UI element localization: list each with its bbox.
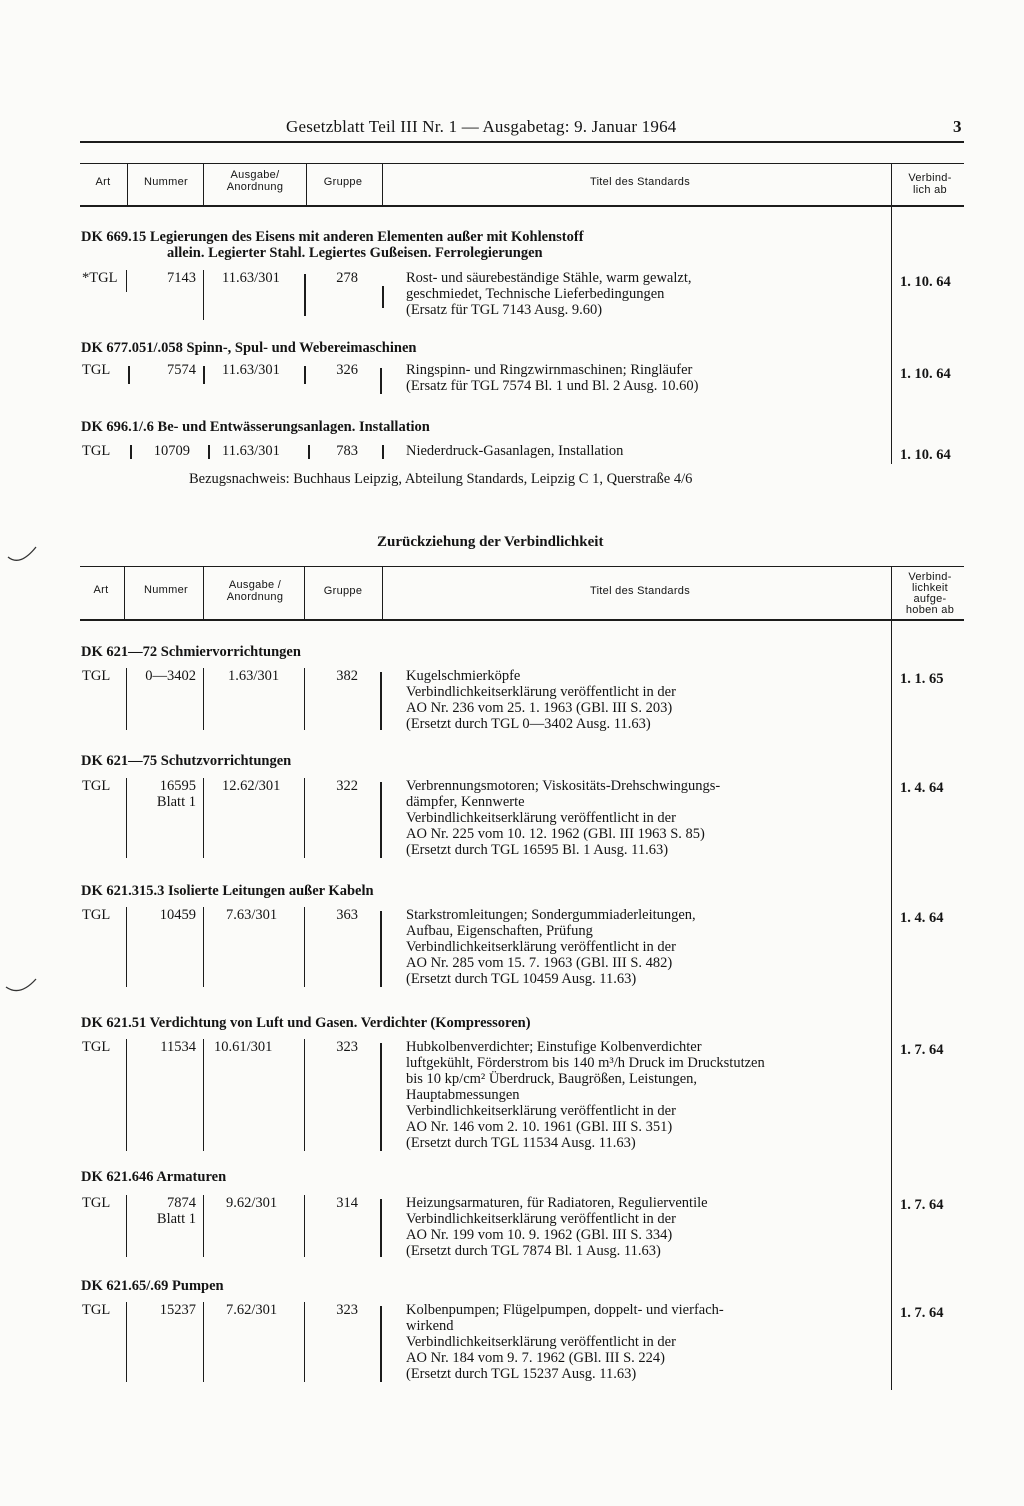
page-number: 3 <box>953 117 962 136</box>
title-line: bis 10 kp/cm² Überdruck, Baugrößen, Leistungen, <box>406 1071 698 1087</box>
cell-art: TGL <box>82 1302 111 1318</box>
cell-nummer: 0—3402 <box>145 668 196 684</box>
cell-ausgabe: 1.63/301 <box>228 668 280 684</box>
title-line: Verbindlichkeitserklärung veröffentlicht in der <box>406 1103 676 1119</box>
table1-header-top-rule <box>80 163 964 164</box>
nummer-line: 7874 <box>167 1195 196 1211</box>
section-heading: DK 669.15 Legierungen des Eisens mit anderen Elementen außer mit Kohlenstoff <box>81 229 584 245</box>
section-heading: DK 621.315.3 Isolierte Leitungen außer Kabeln <box>81 883 374 899</box>
row-divider <box>203 366 205 384</box>
col-verbindlich-line2: lich ab <box>913 184 947 196</box>
cell-aufgehoben-ab: 1. 4. 64 <box>900 910 944 926</box>
row-divider <box>126 668 127 730</box>
col-verbindlich-line1: Verbind- <box>908 172 952 184</box>
cell-gruppe: 326 <box>336 362 358 378</box>
cell-nummer: 10709 <box>153 443 190 459</box>
section-heading: DK 621—72 Schmiervorrichtungen <box>81 644 301 660</box>
section-heading: DK 621—75 Schutzvorrichtungen <box>81 753 292 769</box>
col-divider <box>203 164 204 206</box>
title-line: Kolbenpumpen; Flügelpumpen, doppelt- und vierfach- <box>406 1302 724 1318</box>
nummer-line: Blatt 1 <box>156 1211 196 1227</box>
title-line: AO Nr. 199 vom 10. 9. 1962 (GBl. III S. 334) <box>406 1227 673 1243</box>
title-line: AO Nr. 225 vom 10. 12. 1962 (GBl. III 1963 S. 85) <box>406 826 705 842</box>
cell-titel <box>406 668 676 732</box>
cell-aufgehoben-ab: 1. 7. 64 <box>900 1305 944 1321</box>
title-line: Niederdruck-Gasanlagen, Installation <box>406 443 624 459</box>
cell-verbindlich-ab: 1. 10. 64 <box>900 366 951 382</box>
title-line: AO Nr. 146 vom 2. 10. 1961 (GBl. III S. 351) <box>406 1119 673 1135</box>
nummer-line: 16595 <box>159 778 196 794</box>
cell-art: TGL <box>82 443 111 459</box>
row-divider <box>126 907 127 987</box>
col-aufgehoben-line1: Verbind- <box>908 571 952 583</box>
title-line: Aufbau, Eigenschaften, Prüfung <box>406 923 593 939</box>
row-divider <box>128 366 130 384</box>
title-line: Verbindlichkeitserklärung veröffentlicht in der <box>406 684 676 700</box>
row-divider <box>382 445 384 459</box>
cell-gruppe: 382 <box>336 668 358 684</box>
title-line: AO Nr. 285 vom 15. 7. 1963 (GBl. III S. 482) <box>406 955 673 971</box>
title-line: (Ersatz für TGL 7574 Bl. 1 und Bl. 2 Ausg. 10.60) <box>406 378 699 394</box>
row-divider <box>203 1039 204 1151</box>
title-line: Verbindlichkeitserklärung veröffentlicht in der <box>406 1211 676 1227</box>
title-line: Heizungsarmaturen, für Radiatoren, Regulierventile <box>406 1195 708 1211</box>
cell-ausgabe: 11.63/301 <box>222 362 280 378</box>
row-divider <box>203 907 204 987</box>
col-nummer: Nummer <box>144 584 188 596</box>
cell-aufgehoben-ab: 1. 7. 64 <box>900 1197 944 1213</box>
row-divider <box>203 270 204 320</box>
title-line: (Ersetzt durch TGL 16595 Bl. 1 Ausg. 11.63) <box>406 842 669 858</box>
row-divider <box>304 778 305 858</box>
col-aufgehoben-line4: hoben ab <box>905 604 955 616</box>
title-line: AO Nr. 236 vom 25. 1. 1963 (GBl. III S. 203) <box>406 700 673 716</box>
cell-nummer: 11534 <box>160 1039 196 1055</box>
col-ausgabe-line1: Ausgabe/ <box>230 169 280 181</box>
row-divider <box>382 286 384 308</box>
col-art: Art <box>95 176 111 188</box>
row-divider <box>126 1195 127 1257</box>
col-titel: Titel des Standards <box>589 585 691 597</box>
table2-header-bottom-rule <box>80 619 964 621</box>
title-line: (Ersetzt durch TGL 11534 Ausg. 11.63) <box>406 1135 636 1151</box>
section-heading: DK 621.51 Verdichtung von Luft und Gasen. Verdichter (Kompressoren) <box>81 1015 531 1031</box>
col-aufgehoben-line3: aufge- <box>913 593 947 605</box>
cell-titel <box>406 1039 765 1151</box>
col-divider <box>127 164 128 206</box>
cell-art: TGL <box>82 668 111 684</box>
cell-ausgabe: 11.63/301 <box>222 443 280 459</box>
col-divider <box>304 567 305 620</box>
title-line: (Ersatz für TGL 7143 Ausg. 9.60) <box>406 302 603 318</box>
col-ausgabe-line1: Ausgabe / <box>228 579 282 591</box>
col-divider <box>382 567 383 620</box>
row-divider <box>304 668 305 730</box>
table2-header-top-rule <box>80 566 964 567</box>
col-aufgehoben-line2: lichkeit <box>911 582 949 594</box>
col-divider <box>891 164 892 206</box>
cell-nummer: 10459 <box>159 907 196 923</box>
row-divider <box>126 270 127 292</box>
title-line: (Ersetzt durch TGL 15237 Ausg. 11.63) <box>406 1366 637 1382</box>
title-line: Rost- und säurebeständige Stähle, warm gewalzt, <box>406 270 692 286</box>
cell-ausgabe: 7.63/301 <box>226 907 278 923</box>
row-divider <box>304 907 305 987</box>
cell-titel <box>406 778 720 858</box>
margin-pencil-mark <box>4 975 38 999</box>
title-line: Verbrennungsmotoren; Viskositäts-Drehschwingungs- <box>406 778 721 794</box>
row-divider <box>380 1199 382 1257</box>
cell-titel <box>406 362 698 394</box>
title-line: Ringspinn- und Ringzwirnmaschinen; Ringläufer <box>406 362 693 378</box>
cell-verbindlich-ab: 1. 10. 64 <box>900 274 951 290</box>
cell-titel <box>406 1195 708 1259</box>
bezugsnachweis: Bezugsnachweis: Buchhaus Leipzig, Abteilung Standards, Leipzig C 1, Querstraße 4/6 <box>189 471 693 487</box>
withdrawal-heading: Zurückziehung der Verbindlichkeit <box>377 534 604 550</box>
section-heading: DK 677.051/.058 Spinn-, Spul- und Webereimaschinen <box>81 340 417 356</box>
section-heading-line2: allein. Legierter Stahl. Legiertes Gußeisen. Ferrolegierungen <box>167 245 543 261</box>
table1-header-bottom-rule <box>80 205 964 207</box>
date-column-divider <box>891 206 892 464</box>
cell-gruppe: 278 <box>336 270 358 286</box>
cell-ausgabe: 12.62/301 <box>222 778 281 794</box>
title-line: Starkstromleitungen; Sondergummiaderleitungen, <box>406 907 696 923</box>
cell-titel <box>406 1302 724 1382</box>
title-line: Kugelschmierköpfe <box>406 668 521 684</box>
row-divider <box>304 1302 305 1382</box>
title-line: wirkend <box>406 1318 454 1334</box>
cell-ausgabe: 9.62/301 <box>226 1195 278 1211</box>
cell-art: TGL <box>82 907 111 923</box>
row-divider <box>304 1039 305 1151</box>
cell-nummer: 15237 <box>159 1302 196 1318</box>
page-header-title: Gesetzblatt Teil III Nr. 1 — Ausgabetag: 9. Januar 1964 <box>286 117 677 136</box>
cell-titel <box>406 907 696 987</box>
col-gruppe: Gruppe <box>323 176 363 188</box>
cell-aufgehoben-ab: 1. 4. 64 <box>900 780 944 796</box>
row-divider <box>308 445 310 459</box>
row-divider <box>203 1302 204 1382</box>
cell-art: TGL <box>82 778 111 794</box>
row-divider <box>126 1302 127 1382</box>
title-line: (Ersetzt durch TGL 10459 Ausg. 11.63) <box>406 971 637 987</box>
row-divider <box>304 274 306 316</box>
row-divider <box>380 782 382 858</box>
header-rule <box>80 141 964 143</box>
col-divider <box>203 567 204 620</box>
section-heading: DK 621.65/.69 Pumpen <box>81 1278 224 1294</box>
section-heading: DK 621.646 Armaturen <box>81 1169 227 1185</box>
col-art: Art <box>93 584 109 596</box>
cell-nummer <box>126 778 196 810</box>
cell-gruppe: 314 <box>336 1195 358 1211</box>
title-line: Verbindlichkeitserklärung veröffentlicht in der <box>406 1334 676 1350</box>
title-line: Verbindlichkeitserklärung veröffentlicht in der <box>406 939 676 955</box>
title-line: AO Nr. 184 vom 9. 7. 1962 (GBl. III S. 224) <box>406 1350 665 1366</box>
cell-gruppe: 323 <box>336 1039 358 1055</box>
col-divider <box>382 164 383 206</box>
row-divider <box>203 1195 204 1257</box>
col-divider <box>124 567 125 620</box>
cell-ausgabe: 7.62/301 <box>226 1302 278 1318</box>
title-line: Hubkolbenverdichter; Einstufige Kolbenverdichter <box>406 1039 702 1055</box>
row-divider <box>126 778 127 858</box>
cell-ausgabe: 11.63/301 <box>222 270 280 286</box>
title-line: dämpfer, Kennwerte <box>406 794 525 810</box>
row-divider <box>380 1306 382 1382</box>
cell-gruppe: 323 <box>336 1302 358 1318</box>
row-divider <box>380 672 382 730</box>
cell-nummer: 7574 <box>167 362 196 378</box>
margin-pencil-mark <box>6 543 38 569</box>
row-divider <box>380 1043 382 1151</box>
cell-verbindlich-ab: 1. 10. 64 <box>900 447 951 463</box>
section-heading: DK 696.1/.6 Be- und Entwässerungsanlagen. Installation <box>81 419 430 435</box>
cell-nummer: 7143 <box>167 270 196 286</box>
cell-aufgehoben-ab: 1. 1. 65 <box>900 671 944 687</box>
row-divider <box>126 1039 127 1151</box>
col-ausgabe-line2: Anordnung <box>226 181 284 193</box>
row-divider <box>304 366 306 384</box>
col-divider <box>306 164 307 206</box>
date-column-divider <box>891 620 892 1390</box>
cell-ausgabe: 10.61/301 <box>214 1039 273 1055</box>
cell-art: TGL <box>82 362 111 378</box>
cell-art: TGL <box>82 1039 111 1055</box>
cell-gruppe: 322 <box>336 778 358 794</box>
row-divider <box>203 778 204 858</box>
cell-nummer <box>126 1195 196 1227</box>
title-line: (Ersetzt durch TGL 0—3402 Ausg. 11.63) <box>406 716 651 732</box>
cell-aufgehoben-ab: 1. 7. 64 <box>900 1042 944 1058</box>
title-line: Hauptabmessungen <box>406 1087 520 1103</box>
row-divider <box>380 368 382 394</box>
row-divider <box>304 1195 305 1257</box>
cell-art: *TGL <box>82 270 118 286</box>
cell-titel <box>406 443 623 459</box>
cell-titel <box>406 270 692 318</box>
cell-art: TGL <box>82 1195 111 1211</box>
col-ausgabe-line2: Anordnung <box>226 591 284 603</box>
title-line: (Ersetzt durch TGL 7874 Bl. 1 Ausg. 11.63) <box>406 1243 661 1259</box>
nummer-line: Blatt 1 <box>156 794 196 810</box>
title-line: geschmiedet, Technische Lieferbedingungen <box>406 286 665 302</box>
col-gruppe: Gruppe <box>323 585 363 597</box>
row-divider <box>130 445 132 459</box>
row-divider <box>203 668 204 730</box>
col-titel: Titel des Standards <box>589 176 691 188</box>
col-divider <box>891 567 892 620</box>
cell-gruppe: 783 <box>336 443 358 459</box>
row-divider <box>380 911 382 987</box>
row-divider <box>208 445 210 459</box>
title-line: Verbindlichkeitserklärung veröffentlicht in der <box>406 810 676 826</box>
col-nummer: Nummer <box>144 176 188 188</box>
cell-gruppe: 363 <box>336 907 358 923</box>
title-line: luftgekühlt, Förderstrom bis 140 m³/h Druck im Druckstutzen <box>406 1055 765 1071</box>
